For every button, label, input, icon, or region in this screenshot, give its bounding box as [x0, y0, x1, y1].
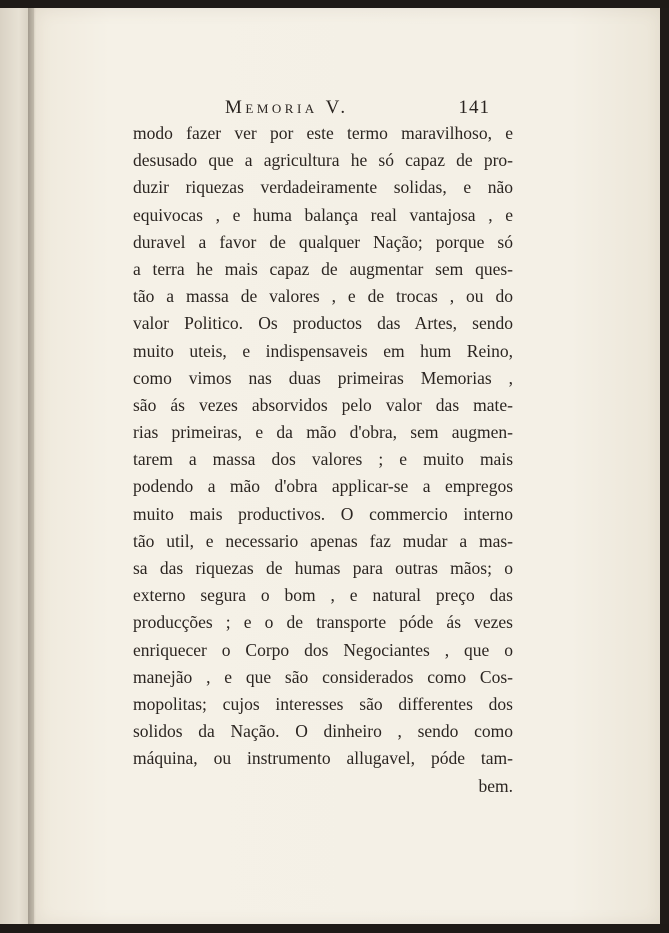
text-line: muito uteis, e indispensaveis em hum Reino,	[133, 340, 513, 361]
body-text	[133, 120, 513, 800]
text-line: tarem a massa dos valores ; e muito mais	[133, 449, 513, 470]
text-line: equivocas , e huma balança real vantajosa , e	[133, 204, 513, 225]
text-line: máquina, ou instrumento allugavel, póde tam-	[133, 748, 513, 769]
text-line: mopolitas; cujos interesses são differentes dos	[133, 693, 513, 714]
text-line: solidos da Nação. O dinheiro , sendo como	[133, 721, 513, 742]
text-line: modo fazer ver por este termo maravilhoso, e	[133, 123, 513, 143]
text-line: enriquecer o Corpo dos Negociantes , que o	[133, 639, 513, 660]
running-head	[225, 96, 490, 120]
running-head-title: Memoria V.	[225, 97, 349, 118]
gutter-shadow	[28, 8, 36, 926]
text-line: tão util, e necessario apenas faz mudar a mas-	[133, 530, 513, 551]
text-line: manejão , e que são considerados como Cos-	[133, 666, 513, 687]
text-line: tão a massa de valores , e de trocas , ou do	[133, 286, 513, 307]
text-line: duzir riquezas verdadeiramente solidas, e não	[133, 177, 513, 198]
text-line: muito mais productivos. O commercio interno	[133, 503, 513, 524]
text-line: desusado que a agricultura he só capaz de pro-	[133, 150, 513, 171]
page-number: 141	[458, 97, 490, 118]
scan-border-right	[660, 8, 669, 926]
catchword: bem.	[478, 775, 513, 796]
text-line: producções ; e o de transporte póde ás vezes	[133, 612, 513, 633]
text-line: rias primeiras, e da mão d'obra, sem augmen-	[133, 422, 513, 443]
text-line: a terra he mais capaz de augmentar sem ques-	[133, 258, 513, 279]
text-line: podendo a mão d'obra applicar-se a empregos	[133, 476, 513, 497]
text-line: duravel a favor de qualquer Nação; porque só	[133, 231, 513, 252]
text-line: externo segura o bom , e natural preço das	[133, 585, 513, 606]
text-line: valor Politico. Os productos das Artes, sendo	[133, 313, 513, 334]
text-line: como vimos nas duas primeiras Memorias ,	[133, 367, 513, 388]
text-line: são ás vezes absorvidos pelo valor das mate-	[133, 394, 513, 415]
text-line: sa das riquezas de humas para outras mãos; o	[133, 558, 513, 578]
scan-border-bottom	[0, 924, 669, 933]
